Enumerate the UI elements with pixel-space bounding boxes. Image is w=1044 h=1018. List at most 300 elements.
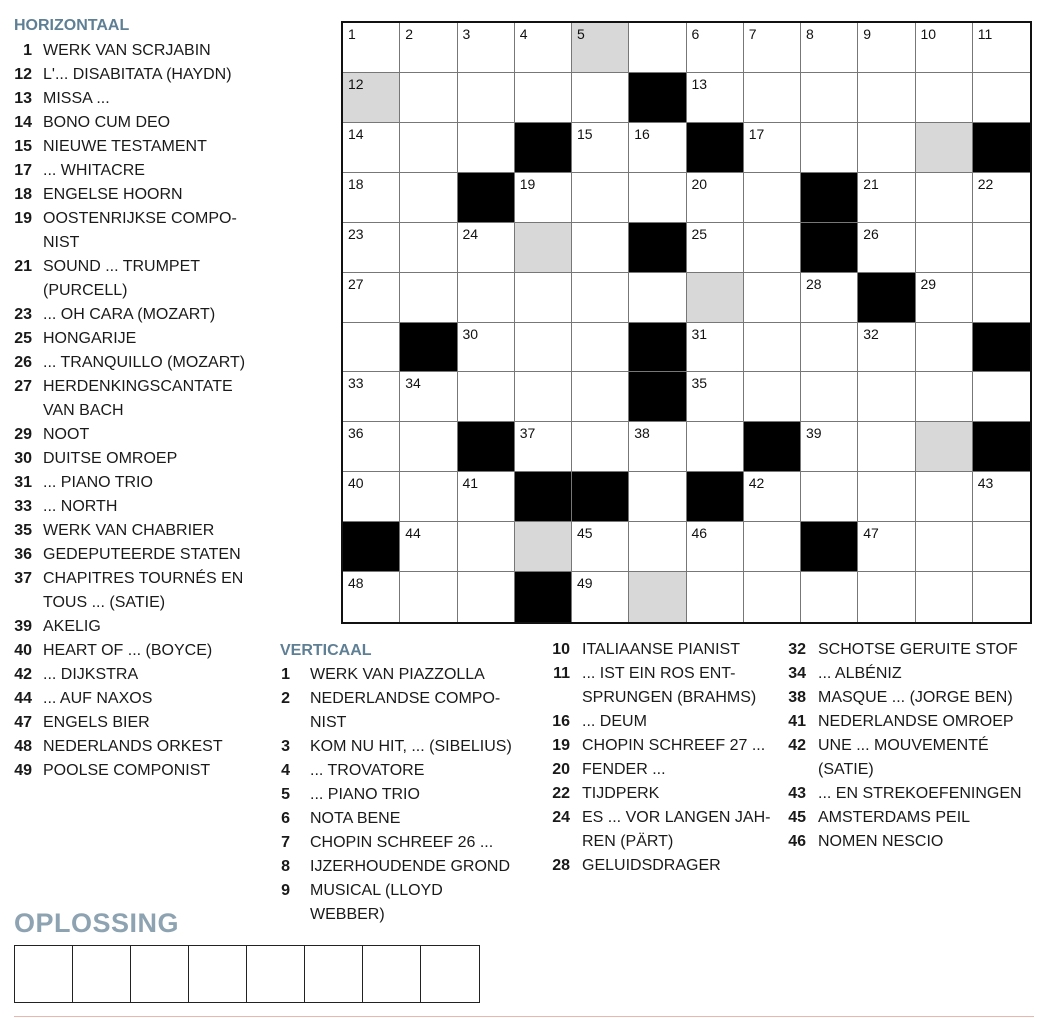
- grid-cell[interactable]: [744, 173, 801, 223]
- clue-item: [12, 495, 262, 519]
- grid-cell[interactable]: [744, 73, 801, 123]
- grid-cell[interactable]: [343, 572, 400, 622]
- clue-item: [12, 759, 262, 783]
- cell-number: 9: [863, 26, 872, 42]
- clue-item: [12, 447, 262, 471]
- clue-item: [12, 375, 262, 423]
- grid-cell[interactable]: [400, 73, 457, 123]
- cell-number: 20: [691, 175, 708, 192]
- clue-item: [12, 711, 262, 735]
- clue-number: 34: [788, 665, 806, 682]
- cell-number: 41: [462, 475, 479, 492]
- clue-text: CHOPIN SCHREEF 26 ...: [310, 834, 494, 851]
- clue-item: [12, 255, 262, 303]
- clue-text: UNE ... MOUVEMENTÉ (SATIE): [818, 737, 989, 778]
- clue-item: [280, 807, 530, 831]
- clue-number: 24: [552, 809, 570, 826]
- grid-cell[interactable]: [744, 522, 801, 572]
- grid-cell[interactable]: [973, 472, 1030, 522]
- clue-number: 35: [14, 522, 32, 539]
- grid-cell[interactable]: [458, 323, 515, 373]
- clue-item: [788, 686, 1038, 710]
- clue-text: GEDEPUTEERDE STATEN: [43, 546, 241, 563]
- grid-cell[interactable]: [744, 273, 801, 323]
- grid-cell[interactable]: [744, 323, 801, 373]
- clue-text: OOSTENRIJKSE COMPO- NIST: [43, 210, 237, 251]
- clue-text: NEDERLANDS ORKEST: [43, 738, 223, 755]
- clue-number: 49: [14, 762, 32, 779]
- clue-item: [12, 735, 262, 759]
- clue-text: NOTA BENE: [310, 810, 401, 827]
- clue-number: 4: [281, 762, 290, 779]
- clue-text: ... TRANQUILLO (MOZART): [43, 354, 246, 371]
- solution-box[interactable]: [131, 946, 189, 1002]
- solution-box[interactable]: [305, 946, 363, 1002]
- clue-item: [552, 854, 782, 878]
- grid-cell[interactable]: [801, 23, 858, 73]
- solution-cell[interactable]: [687, 273, 744, 323]
- clue-text: GELUIDSDRAGER: [582, 857, 721, 874]
- cell-number: 28: [806, 275, 822, 292]
- cell-number: 33: [348, 375, 364, 392]
- clue-number: 1: [23, 42, 32, 59]
- grid-cell[interactable]: [572, 223, 629, 273]
- solution-box[interactable]: [73, 946, 131, 1002]
- clue-item: [12, 111, 262, 135]
- grid-cell[interactable]: [343, 123, 400, 173]
- clue-item: [12, 87, 262, 111]
- clue-number: 2: [281, 690, 290, 707]
- grid-cell[interactable]: [916, 372, 973, 422]
- clue-item: [788, 638, 1038, 662]
- grid-cell[interactable]: [515, 422, 572, 472]
- clue-item: [788, 734, 1038, 782]
- clue-item: [552, 638, 782, 662]
- grid-cell[interactable]: [343, 422, 400, 472]
- grid-cell[interactable]: [916, 223, 973, 273]
- cell-number: 22: [977, 175, 994, 192]
- grid-cell[interactable]: [858, 522, 915, 572]
- cell-number: 49: [577, 575, 593, 592]
- cell-number: 14: [348, 125, 364, 142]
- black-cell: [629, 73, 686, 123]
- grid-cell[interactable]: [801, 372, 858, 422]
- clue-number: 15: [14, 138, 32, 155]
- cell-number: 40: [348, 475, 364, 492]
- grid-cell[interactable]: [629, 522, 686, 572]
- cell-number: 45: [577, 525, 593, 542]
- cell-number: 27: [348, 275, 364, 292]
- cell-number: 36: [348, 425, 364, 442]
- cell-number: 25: [691, 225, 708, 242]
- grid-cell[interactable]: [515, 273, 572, 323]
- solution-cell[interactable]: [515, 223, 572, 273]
- grid-cell[interactable]: [458, 123, 515, 173]
- clue-item: [12, 423, 262, 447]
- grid-cell[interactable]: [629, 123, 686, 173]
- clue-number: 21: [14, 258, 32, 275]
- grid-cell[interactable]: [400, 372, 457, 422]
- cell-number: 47: [863, 525, 879, 542]
- clue-number: 32: [788, 641, 806, 658]
- grid-cell[interactable]: [916, 522, 973, 572]
- cell-number: 23: [348, 225, 364, 242]
- clue-number: 25: [14, 330, 32, 347]
- grid-cell[interactable]: [343, 273, 400, 323]
- crossword-grid: [341, 21, 1032, 624]
- grid-cell[interactable]: [801, 472, 858, 522]
- grid-cell[interactable]: [916, 273, 973, 323]
- cell-number: 11: [977, 26, 993, 42]
- clue-text: ... DEUM: [582, 713, 647, 730]
- grid-cell[interactable]: [973, 23, 1030, 73]
- cell-number: 19: [519, 175, 536, 192]
- grid-cell[interactable]: [572, 173, 629, 223]
- grid-cell[interactable]: [858, 123, 915, 173]
- clue-item: [12, 183, 262, 207]
- solution-box[interactable]: [247, 946, 305, 1002]
- clue-number: 20: [552, 761, 570, 778]
- clue-text: FENDER ...: [582, 761, 666, 778]
- cell-number: 18: [348, 175, 364, 192]
- clue-item: [788, 782, 1038, 806]
- clue-number: 37: [14, 570, 32, 587]
- grid-cell[interactable]: [801, 123, 858, 173]
- grid-cell[interactable]: [744, 23, 801, 73]
- clue-item: [552, 806, 782, 854]
- grid-cell[interactable]: [458, 472, 515, 522]
- clue-item: [280, 783, 530, 807]
- clue-number: 45: [788, 809, 806, 826]
- grid-cell[interactable]: [744, 572, 801, 622]
- grid-cell[interactable]: [572, 73, 629, 123]
- black-cell: [801, 173, 858, 223]
- grid-cell[interactable]: [400, 223, 457, 273]
- clue-item: [12, 39, 262, 63]
- clue-text: ... OH CARA (MOZART): [43, 306, 216, 323]
- clue-text: HERDENKINGSCANTATE VAN BACH: [43, 378, 233, 419]
- clue-number: 19: [14, 210, 32, 227]
- clue-text: ... DIJKSTRA: [43, 666, 139, 683]
- black-cell: [687, 472, 744, 522]
- clue-item: [12, 159, 262, 183]
- clue-number: 23: [14, 306, 32, 323]
- grid-cell[interactable]: [687, 422, 744, 472]
- grid-cell[interactable]: [858, 472, 915, 522]
- grid-cell[interactable]: [515, 323, 572, 373]
- grid-cell[interactable]: [687, 23, 744, 73]
- grid-cell[interactable]: [629, 23, 686, 73]
- grid-cell[interactable]: [687, 173, 744, 223]
- clue-item: [12, 663, 262, 687]
- clue-number: 18: [14, 186, 32, 203]
- grid-cell[interactable]: [687, 223, 744, 273]
- black-cell: [629, 323, 686, 373]
- cell-number: 7: [748, 26, 757, 42]
- clue-text: NEDERLANDSE OMROEP: [818, 713, 1014, 730]
- cell-number: 26: [863, 225, 879, 242]
- clue-text: HEART OF ... (BOYCE): [43, 642, 213, 659]
- grid-cell[interactable]: [400, 422, 457, 472]
- solution-cell[interactable]: [629, 572, 686, 622]
- cell-number: 17: [748, 125, 765, 142]
- grid-cell[interactable]: [687, 572, 744, 622]
- clue-number: 46: [788, 833, 806, 850]
- grid-cell[interactable]: [458, 372, 515, 422]
- grid-cell[interactable]: [572, 123, 629, 173]
- clue-text: BONO CUM DEO: [43, 114, 171, 131]
- black-cell: [629, 372, 686, 422]
- solution-box[interactable]: [363, 946, 421, 1002]
- clue-item: [12, 471, 262, 495]
- clue-text: MISSA ...: [43, 90, 110, 107]
- grid-cell[interactable]: [458, 73, 515, 123]
- grid-cell[interactable]: [687, 73, 744, 123]
- cell-number: 38: [634, 425, 650, 442]
- grid-cell[interactable]: [916, 472, 973, 522]
- cell-number: 2: [405, 26, 414, 42]
- grid-cell[interactable]: [343, 472, 400, 522]
- clue-text: ... PIANO TRIO: [310, 786, 420, 803]
- clue-text: ITALIAANSE PIANIST: [582, 641, 740, 658]
- solution-cell[interactable]: [916, 422, 973, 472]
- clue-text: ... IST EIN ROS ENT- SPRUNGEN (BRAHMS): [582, 665, 757, 706]
- clue-text: HONGARIJE: [43, 330, 137, 347]
- clue-text: ENGELSE HOORN: [43, 186, 183, 203]
- grid-cell[interactable]: [572, 273, 629, 323]
- clue-text: WERK VAN CHABRIER: [43, 522, 215, 539]
- horizontal-clues-list: [12, 39, 262, 783]
- solution-cell[interactable]: [572, 23, 629, 73]
- grid-cell[interactable]: [515, 23, 572, 73]
- clue-text: SOUND ... TRUMPET (PURCELL): [43, 258, 201, 299]
- grid-cell[interactable]: [515, 173, 572, 223]
- black-cell: [458, 422, 515, 472]
- clue-number: 9: [281, 882, 290, 899]
- grid-cell[interactable]: [744, 223, 801, 273]
- grid-cell[interactable]: [629, 422, 686, 472]
- grid-cell[interactable]: [801, 273, 858, 323]
- grid-cell[interactable]: [343, 372, 400, 422]
- grid-cell[interactable]: [801, 572, 858, 622]
- grid-cell[interactable]: [572, 323, 629, 373]
- clue-number: 8: [281, 858, 290, 875]
- vertical-clues-column-2: [552, 638, 782, 878]
- grid-cell[interactable]: [973, 372, 1030, 422]
- clue-number: 31: [14, 474, 32, 491]
- cell-number: 13: [691, 75, 708, 92]
- grid-cell[interactable]: [515, 73, 572, 123]
- grid-cell[interactable]: [801, 323, 858, 373]
- grid-cell[interactable]: [343, 223, 400, 273]
- cell-number: 21: [863, 175, 879, 192]
- black-cell: [973, 123, 1030, 173]
- grid-cell[interactable]: [400, 23, 457, 73]
- grid-cell[interactable]: [400, 472, 457, 522]
- grid-cell[interactable]: [858, 422, 915, 472]
- grid-cell[interactable]: [858, 223, 915, 273]
- clue-item: [12, 639, 262, 663]
- clue-text: POOLSE COMPONIST: [43, 762, 211, 779]
- clue-text: ... AUF NAXOS: [43, 690, 153, 707]
- grid-cell[interactable]: [458, 273, 515, 323]
- clue-item: [12, 615, 262, 639]
- clue-item: [12, 543, 262, 567]
- clue-item: [280, 855, 530, 879]
- cell-number: 37: [519, 425, 536, 442]
- clue-text: DUITSE OMROEP: [43, 450, 178, 467]
- cell-number: 16: [634, 125, 650, 142]
- cell-number: 10: [920, 26, 937, 42]
- grid-cell[interactable]: [572, 522, 629, 572]
- grid-cell[interactable]: [916, 323, 973, 373]
- black-cell: [572, 472, 629, 522]
- vertical-heading: VERTICAAL: [280, 642, 372, 659]
- grid-cell[interactable]: [744, 472, 801, 522]
- grid-cell[interactable]: [458, 223, 515, 273]
- clue-text: ENGELS BIER: [43, 714, 150, 731]
- cell-number: 34: [405, 375, 421, 392]
- clue-number: 30: [14, 450, 32, 467]
- solution-cell[interactable]: [515, 522, 572, 572]
- clue-text: NOMEN NESCIO: [818, 833, 944, 850]
- grid-cell[interactable]: [973, 73, 1030, 123]
- clue-number: 42: [14, 666, 32, 683]
- grid-cell[interactable]: [916, 23, 973, 73]
- cell-number: 12: [348, 75, 364, 92]
- cell-number: 5: [577, 26, 585, 42]
- clue-item: [788, 830, 1038, 854]
- grid-cell[interactable]: [973, 273, 1030, 323]
- cell-number: 31: [691, 325, 708, 342]
- clue-text: ... PIANO TRIO: [43, 474, 153, 491]
- grid-cell[interactable]: [687, 323, 744, 373]
- clue-number: 39: [14, 618, 32, 635]
- solution-cell[interactable]: [916, 123, 973, 173]
- grid-cell[interactable]: [744, 123, 801, 173]
- grid-cell[interactable]: [973, 223, 1030, 273]
- clue-text: ES ... VOR LANGEN JAH- REN (PÄRT): [582, 809, 771, 850]
- solution-cell[interactable]: [343, 73, 400, 123]
- clue-item: [552, 758, 782, 782]
- footer-divider: [14, 1016, 1034, 1017]
- black-cell: [515, 572, 572, 622]
- grid-cell[interactable]: [400, 173, 457, 223]
- grid-cell[interactable]: [858, 73, 915, 123]
- clue-text: AKELIG: [43, 618, 101, 635]
- grid-cell[interactable]: [858, 372, 915, 422]
- clue-text: KOM NU HIT, ... (SIBELIUS): [310, 738, 512, 755]
- grid-cell[interactable]: [973, 173, 1030, 223]
- clue-text: IJZERHOUDENDE GROND: [310, 858, 511, 875]
- clue-number: 33: [14, 498, 32, 515]
- solution-heading: OPLOSSING: [14, 908, 180, 938]
- clue-item: [12, 567, 262, 615]
- cell-number: 39: [806, 425, 822, 442]
- grid-cell[interactable]: [400, 572, 457, 622]
- solution-boxes: [14, 945, 480, 1003]
- grid-cell[interactable]: [744, 372, 801, 422]
- grid-cell[interactable]: [858, 323, 915, 373]
- grid-cell[interactable]: [458, 23, 515, 73]
- clue-text: SCHOTSE GERUITE STOF: [818, 641, 1018, 658]
- clue-item: [280, 759, 530, 783]
- clue-text: NIEUWE TESTAMENT: [43, 138, 207, 155]
- grid-cell[interactable]: [801, 73, 858, 123]
- grid-cell[interactable]: [629, 273, 686, 323]
- cell-number: 32: [863, 325, 879, 342]
- black-cell: [973, 422, 1030, 472]
- clue-item: [12, 351, 262, 375]
- grid-cell[interactable]: [343, 173, 400, 223]
- grid-cell[interactable]: [687, 372, 744, 422]
- grid-cell[interactable]: [572, 572, 629, 622]
- grid-cell[interactable]: [858, 572, 915, 622]
- clue-number: 42: [788, 737, 806, 754]
- grid-cell[interactable]: [343, 323, 400, 373]
- grid-cell[interactable]: [973, 522, 1030, 572]
- clue-text: ... EN STREKOEFENINGEN: [818, 785, 1022, 802]
- grid-cell[interactable]: [572, 422, 629, 472]
- black-cell: [515, 472, 572, 522]
- grid-cell[interactable]: [572, 372, 629, 422]
- clue-text: AMSTERDAMS PEIL: [818, 809, 971, 826]
- grid-cell[interactable]: [343, 23, 400, 73]
- clue-number: 14: [14, 114, 32, 131]
- clue-item: [12, 303, 262, 327]
- cell-number: 30: [462, 325, 479, 342]
- clue-number: 12: [14, 66, 32, 83]
- grid-cell[interactable]: [458, 572, 515, 622]
- black-cell: [629, 223, 686, 273]
- black-cell: [400, 323, 457, 373]
- cell-number: 46: [691, 525, 708, 542]
- grid-cell[interactable]: [858, 173, 915, 223]
- solution-box[interactable]: [189, 946, 247, 1002]
- solution-box[interactable]: [15, 946, 73, 1002]
- clue-number: 13: [14, 90, 32, 107]
- grid-cell[interactable]: [916, 73, 973, 123]
- clue-text: ... WHITACRE: [43, 162, 145, 179]
- grid-cell[interactable]: [400, 273, 457, 323]
- grid-cell[interactable]: [801, 422, 858, 472]
- cell-number: 15: [577, 125, 593, 142]
- black-cell: [343, 522, 400, 572]
- cell-number: 4: [519, 26, 528, 42]
- horizontal-heading: HORIZONTAAL: [14, 17, 130, 34]
- clue-item: [280, 831, 530, 855]
- cell-number: 1: [348, 26, 356, 42]
- grid-cell[interactable]: [515, 372, 572, 422]
- grid-cell[interactable]: [629, 173, 686, 223]
- grid-cell[interactable]: [687, 522, 744, 572]
- grid-cell[interactable]: [458, 522, 515, 572]
- grid-cell[interactable]: [916, 173, 973, 223]
- grid-cell[interactable]: [629, 472, 686, 522]
- clue-number: 36: [14, 546, 32, 563]
- grid-cell[interactable]: [400, 123, 457, 173]
- solution-box[interactable]: [421, 946, 479, 1002]
- clue-item: [788, 710, 1038, 734]
- grid-cell[interactable]: [916, 572, 973, 622]
- clue-number: 28: [552, 857, 570, 874]
- grid-cell[interactable]: [400, 522, 457, 572]
- cell-number: 24: [462, 225, 479, 242]
- black-cell: [458, 173, 515, 223]
- clue-text: WERK VAN PIAZZOLLA: [310, 666, 485, 683]
- grid-cell[interactable]: [973, 572, 1030, 622]
- grid-cell[interactable]: [858, 23, 915, 73]
